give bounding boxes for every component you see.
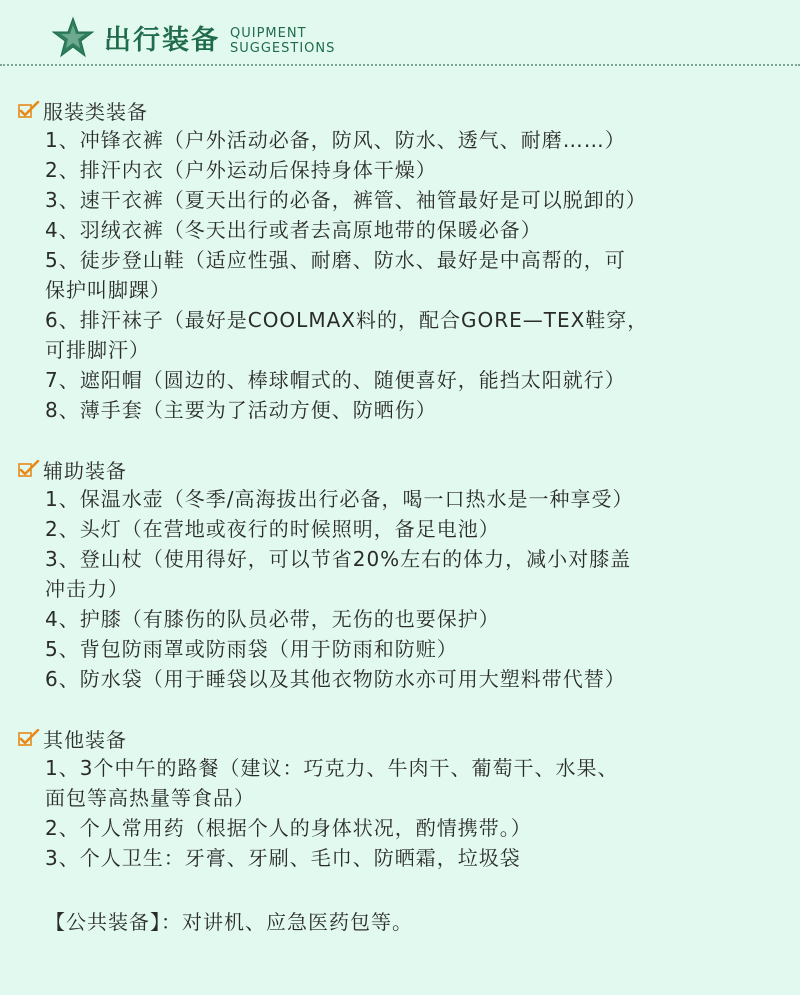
list-item: 1、保温水壶（冬季/高海拔出行必备，喝一口热水是一种享受） — [45, 487, 634, 511]
list-item: 8、薄手套（主要为了活动方便、防晒伤） — [45, 398, 437, 422]
list-item: 7、遮阳帽（圆边的、棒球帽式的、随便喜好，能挡太阳就行） — [45, 368, 626, 392]
list-item-continuation: 冲击力） — [45, 577, 129, 601]
list-item: 2、排汗内衣（户外运动后保持身体干燥） — [45, 158, 437, 182]
star-icon — [52, 16, 94, 58]
list-item: 3、登山杖（使用得好，可以节省20%左右的体力，减小对膝盖 — [45, 547, 632, 571]
subtitle-line-1: QUIPMENT — [230, 26, 307, 41]
page-header — [52, 14, 335, 60]
section-title — [18, 95, 800, 125]
list-item: 4、羽绒衣裤（冬天出行或者去高原地带的保暖必备） — [45, 218, 542, 242]
list-item: 1、3个中午的路餐（建议：巧克力、牛肉干、葡萄干、水果、 — [45, 756, 619, 780]
subtitle-line-2: SUGGESTIONS — [230, 41, 336, 56]
list-item: 3、速干衣裤（夏天出行的必备，裤管、袖管最好是可以脱卸的） — [45, 188, 647, 212]
section-title — [18, 723, 800, 753]
checkbox-icon — [18, 101, 40, 119]
header-divider — [0, 64, 800, 66]
list-item: 3、个人卫生：牙膏、牙刷、毛巾、防晒霜，垃圾袋 — [45, 846, 521, 870]
public-equipment-note: 【公共装备】：对讲机、应急医药包等。 — [45, 910, 413, 934]
list-item-continuation: 可排脚汗） — [45, 338, 150, 362]
section-other — [0, 723, 800, 873]
list-item: 6、防水袋（用于睡袋以及其他衣物防水亦可用大塑料带代替） — [45, 667, 626, 691]
checkbox-icon — [18, 729, 40, 747]
list-item: 1、冲锋衣裤（户外活动必备，防风、防水、透气、耐磨……） — [45, 128, 626, 152]
section-title — [18, 454, 800, 484]
page-subtitle — [230, 26, 335, 56]
list-item: 5、徒步登山鞋（适应性强、耐磨、防水、最好是中高帮的，可 — [45, 248, 626, 272]
section-title-text: 辅助装备 — [43, 458, 127, 483]
equipment-list — [0, 95, 800, 902]
list-item: 6、排汗袜子（最好是COOLMAX料的，配合GORE—TEX鞋穿， — [45, 308, 649, 332]
checkbox-icon — [18, 460, 40, 478]
section-auxiliary — [0, 454, 800, 694]
list-item-continuation: 保护叫脚踝） — [45, 278, 171, 302]
section-title-text: 其他装备 — [43, 727, 127, 752]
list-item: 5、背包防雨罩或防雨袋（用于防雨和防赃） — [45, 637, 458, 661]
list-item: 4、护膝（有膝伤的队员必带，无伤的也要保护） — [45, 607, 500, 631]
list-item: 2、头灯（在营地或夜行的时候照明，备足电池） — [45, 517, 500, 541]
page-title: 出行装备 — [104, 24, 220, 56]
section-clothing — [0, 95, 800, 425]
list-item-continuation: 面包等高热量等食品） — [45, 786, 255, 810]
list-item: 2、个人常用药（根据个人的身体状况，酌情携带。） — [45, 816, 532, 840]
section-title-text: 服装类装备 — [43, 99, 148, 124]
